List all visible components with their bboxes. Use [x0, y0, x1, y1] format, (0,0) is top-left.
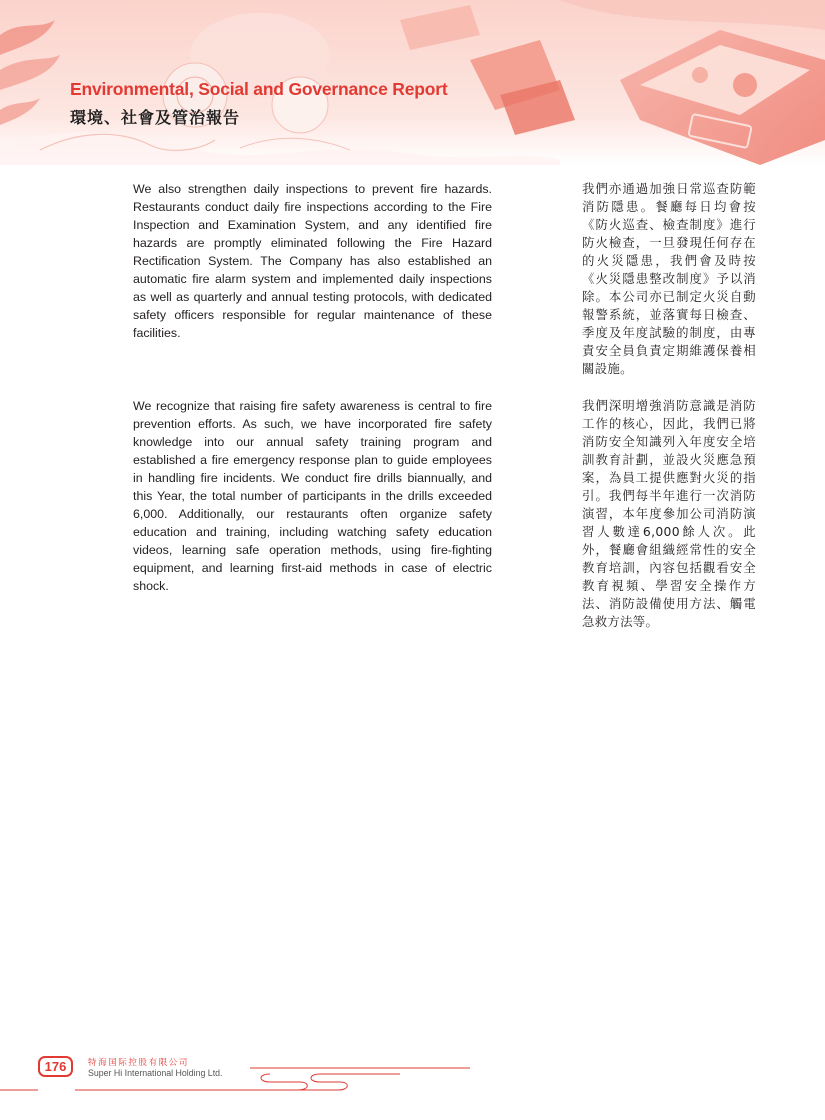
company-name-zh: 特海国际控股有限公司: [88, 1058, 190, 1068]
header-banner: [0, 0, 825, 165]
page-number: 176: [38, 1056, 73, 1077]
paragraph-zh-fire-inspections: 我們亦通過加強日常巡查防範消防隱患。餐廳每日均會按《防火巡查、檢查制度》進行防火檢查，一旦發現任何存在的火災隱患，我們會及時按《火災隱患整改制度》予以消除。本公司亦已制定火災自動報警系統，並落實每日檢查、季度及年度試驗的制度，由專責安全員負責定期維護保養相關設施。: [582, 181, 756, 376]
paragraph-en-fire-inspections: We also strengthen daily inspections to prevent fire hazards. Restaurants conduct daily fire inspections according to the Fire Inspection and Examination System, and any identified fire hazards are promptly eliminated following the Fire Hazard Rectification System. The Company has also established an automatic fire alarm system and implemented daily inspections as well as quarterly and annual testing protocols, with dedicated safety officers responsible for regular maintenance of these facilities.: [133, 182, 492, 340]
report-title-zh: 環境、社會及管治報告: [70, 108, 241, 127]
company-name-en: Super Hi International Holding Ltd.: [88, 1068, 223, 1078]
paragraph-zh-fire-awareness: 我們深明增強消防意識是消防工作的核心，因此，我們已將消防安全知識列入年度安全培訓教育計劃，並設火災應急預案，為員工提供應對火災的指引。我們每半年進行一次消防演習，本年度參加公司消防演習人數達6,000餘人次。此外，餐廳會組織經常性的安全教育培訓，內容包括觀看安全教育視頻、學習安全操作方法、消防設備使用方法、觸電急救方法等。: [582, 398, 756, 629]
report-title-en: Environmental, Social and Governance Report: [70, 79, 448, 99]
page-footer: [0, 1050, 825, 1120]
paragraph-en-fire-awareness: We recognize that raising fire safety awareness is central to fire prevention efforts. As such, we have incorporated fire safety knowledge into our annual safety training program and established a fire emergency response plan to guide employees in handling fire incidents. We conduct fire drills biannually, and this Year, the total number of participants in the drills exceeded 6,000. Additionally, our restaurants often organize safety education and training, including watching safety education videos, learning safe operation methods, using fire-fighting equipment, and learning first-aid methods in case of electric shock.: [133, 399, 492, 593]
